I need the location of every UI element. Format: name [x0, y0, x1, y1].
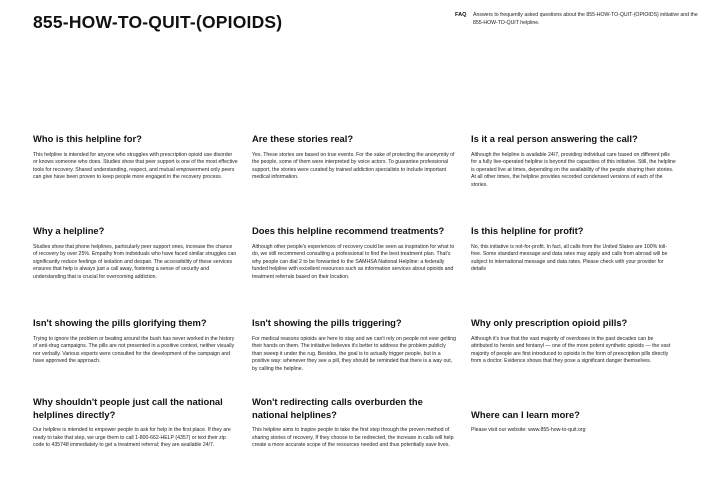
- question-heading: Are these stories real?: [252, 133, 354, 144]
- answer-text: No, this initiative is not-for-profit. In fact, all calls from the United States are 100% toll-free. Some standard message and data rates may apply and calls from abroad will be subject to international message and data rates. Please check with your provider for details: [471, 243, 668, 272]
- question-heading: Why only prescription opioid pills?: [471, 317, 628, 328]
- faq-item-why-helpline: [33, 225, 238, 281]
- answer-text: Our helpline is intended to empower people to ask for help in the first place. If they are ready to take that step, we urge them to call 1-800-662-HELP (4357) or text their zip code to 435748 immediately to get a treatment referral; they are available 24/7.: [33, 427, 231, 448]
- faq-item-real-person-answering: [471, 133, 676, 189]
- answer-text: For medical reasons opioids are here to stay and we can't rely on people not ever getting their hands on them. The initiative believes it's better to address the problem publicly than sweep it under the rug. Besides, the goal is to actually trigger people, but in a positive way: whenever they see a pill, they should be reminded that there is a way out, by calling the helpline.: [252, 335, 456, 372]
- question-heading: Does this helpline recommend treatments?: [252, 225, 445, 236]
- faq-item-only-prescription-pills: [471, 317, 676, 366]
- answer-text: This helpline aims to inspire people to take the first step through the proven method of sharing stories of recovery. If they choose to be redirected, the increase in calls will help create a more accurate scope of the resources needed and thus potentially save lives.: [252, 427, 454, 448]
- faq-item-overburden-helplines: [252, 396, 457, 450]
- answer-text: Although the helpline is available 24/7, providing individual care based on different pills for a fully live-operated helpline is beyond the capacities of this initiative. Still, the helpline is operated live at times, depending on the availability of the people sharing their stories. At all other times, the helpline provides recorded condensed versions of each of the stories.: [471, 151, 676, 188]
- faq-item-are-stories-real: [252, 133, 457, 182]
- question-heading: Won't redirecting calls overburden the national helplines?: [252, 396, 423, 420]
- faq-item-for-profit: [471, 225, 676, 274]
- faq-item-learn-more: [471, 396, 676, 435]
- question-heading: Why a helpline?: [33, 225, 105, 236]
- faq-description: Answers to frequently asked questions about the 855-HOW-TO-QUIT-(OPIOIDS) initiative and the 855-HOW-TO-QUIT helpline.: [473, 12, 698, 26]
- answer-text: Studies show that phone helplines, particularly peer support ones, increase the chance of recovery by over 25%. Empathy from individuals who have faced similar struggles can significantly reduce feelings of isolation and despair. The accessibility of these services ensures that help is always just a call away, fostering a sense of security and understanding that is crucial for overcoming addiction.: [33, 243, 237, 280]
- question-heading: Why shouldn't people just call the national helplines directly?: [33, 396, 223, 420]
- faq-item-pills-glorifying: [33, 317, 238, 366]
- faq-item-call-national-helplines: [33, 396, 238, 450]
- page-title: 855-HOW-TO-QUIT-(OPIOIDS): [33, 12, 283, 32]
- question-heading: Where can I learn more?: [471, 408, 580, 420]
- answer-text: Yes. These stories are based on true events. For the sake of protecting the anonymity of the people, some of them were interpreted by voice actors. To guarantee professional support, the stories were curated by trained addiction specialists to include important medical information.: [252, 151, 455, 180]
- question-heading: Isn't showing the pills glorifying them?: [33, 317, 207, 328]
- faq-item-pills-triggering: [252, 317, 457, 373]
- answer-text: This helpline is intended for anyone who struggles with prescription opioid use disorder or knows someone who does. Studies show that peer support is one of the most effective tools for recovery. Shared understanding, respect, and mutual empowerment only peers can give have been proven to keep people more engaged in the recovery process.: [33, 151, 238, 180]
- question-heading: Is it a real person answering the call?: [471, 133, 638, 144]
- faq-item-who-is-helpline-for: [33, 133, 238, 182]
- question-heading: Who is this helpline for?: [33, 133, 142, 144]
- faq-label: FAQ: [455, 12, 467, 18]
- faq-item-recommend-treatments: [252, 225, 457, 281]
- answer-text: Trying to ignore the problem or beating around the bush has never worked in the history of anti-drug campaigns. The pills are not presented in a positive context, neither visually nor verbally. Various experts were consulted for the development of the campaign and have approved the approach.: [33, 335, 235, 364]
- answer-text: Although other people's experiences of recovery could be seen as inspiration for what to do, we still recommend consulting a professional to find the best treatment plan. That's why people can dial 2 to be forwarded to the SAMHSA National Helpline: a federally funded helpline with excellent resources such as information services about opioids and treatment referrals based on their location.: [252, 243, 455, 280]
- website-link-text[interactable]: Please visit our website: www.855-how-to-quit.org: [471, 427, 586, 433]
- question-heading: Isn't showing the pills triggering?: [252, 317, 402, 328]
- question-heading: Is this helpline for profit?: [471, 225, 584, 236]
- answer-text: Although it's true that the vast majority of overdoses in the past decades can be attributed to heroin and fentanyl — one of the more potent synthetic opioids — the vast majority of people are first introduced to opioids in the form of prescription pills directly from a doctor. Evidence shows that they pose a significant danger themselves.: [471, 335, 671, 364]
